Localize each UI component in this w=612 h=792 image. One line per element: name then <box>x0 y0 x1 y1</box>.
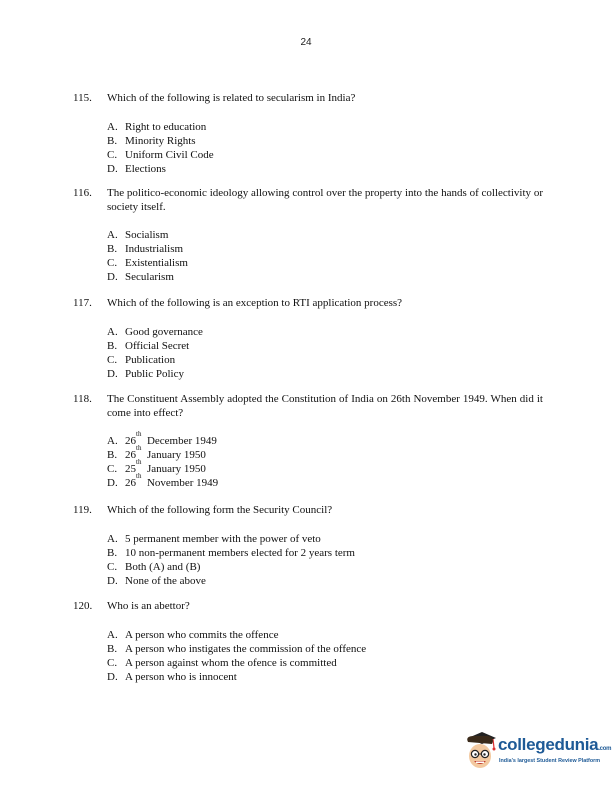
option-d: D. 26 th November 1949 <box>107 472 219 489</box>
option-d: D. Elections <box>107 162 166 175</box>
question-text: Which of the following is related to secularism in India? <box>107 92 356 104</box>
question-number: 120. <box>73 600 93 612</box>
option-b: B. 26 th January 1950 <box>107 444 206 461</box>
options-list <box>107 120 543 176</box>
option-a: A. 5 permanent member with the power of veto <box>107 532 321 545</box>
question-number: 117. <box>73 297 92 309</box>
collegedunia-logo <box>462 728 612 778</box>
option-a: A. A person who commits the offence <box>107 628 279 641</box>
option-d: D. None of the above <box>107 574 206 587</box>
option-b: B. Minority Rights <box>107 134 196 147</box>
option-a: A. Socialism <box>107 229 169 241</box>
options-list <box>107 532 543 588</box>
option-d: D. Secularism <box>107 271 174 283</box>
options-list <box>107 325 543 381</box>
option-a: A. Right to education <box>107 120 207 133</box>
question-116 <box>73 187 543 284</box>
question-number: 116. <box>73 187 92 199</box>
mascot-icon <box>462 728 498 776</box>
option-b: B. A person who instigates the commission of the offence <box>107 642 367 655</box>
option-c: C. A person against whom the ofence is committed <box>107 656 337 669</box>
question-text: The Constituent Assembly adopted the Constitution of India on 26th November 1949. When did it come into effect? <box>107 393 543 419</box>
question-number: 119. <box>73 504 92 516</box>
question-text: Which of the following form the Security Council? <box>107 504 333 516</box>
question-118 <box>73 393 543 490</box>
options-list <box>107 228 543 284</box>
question-115 <box>73 92 543 176</box>
option-c: C. Existentialism <box>107 257 188 269</box>
question-120 <box>73 600 543 684</box>
options-list <box>107 430 543 490</box>
question-119 <box>73 504 543 588</box>
question-number: 115. <box>73 92 92 104</box>
option-b: B. Industrialism <box>107 243 184 255</box>
logo-tagline: India's largest Student Review Platform <box>499 758 601 764</box>
options-list <box>107 628 543 684</box>
logo-wordmark: collegedunia.com <box>498 735 612 754</box>
option-b: B. Official Secret <box>107 339 190 352</box>
option-a: A. Good governance <box>107 325 203 338</box>
question-text: Who is an abettor? <box>107 600 190 612</box>
question-text: The politico-economic ideology allowing control over the property into the hands of collectivity or society itself. <box>107 187 543 213</box>
question-number: 118. <box>73 393 92 405</box>
page-number: 24 <box>300 37 312 48</box>
option-c: C. Uniform Civil Code <box>107 148 214 161</box>
option-d: D. Public Policy <box>107 367 184 380</box>
question-117 <box>73 297 543 381</box>
option-a: A. 26 th December 1949 <box>107 430 217 447</box>
option-c: C. 25 th January 1950 <box>107 458 206 475</box>
option-d: D. A person who is innocent <box>107 670 237 683</box>
option-b: B. 10 non-permanent members elected for 2 years term <box>107 546 355 559</box>
option-c: C. Publication <box>107 353 176 366</box>
question-text: Which of the following is an exception to RTI application process? <box>107 297 403 309</box>
option-c: C. Both (A) and (B) <box>107 560 201 573</box>
